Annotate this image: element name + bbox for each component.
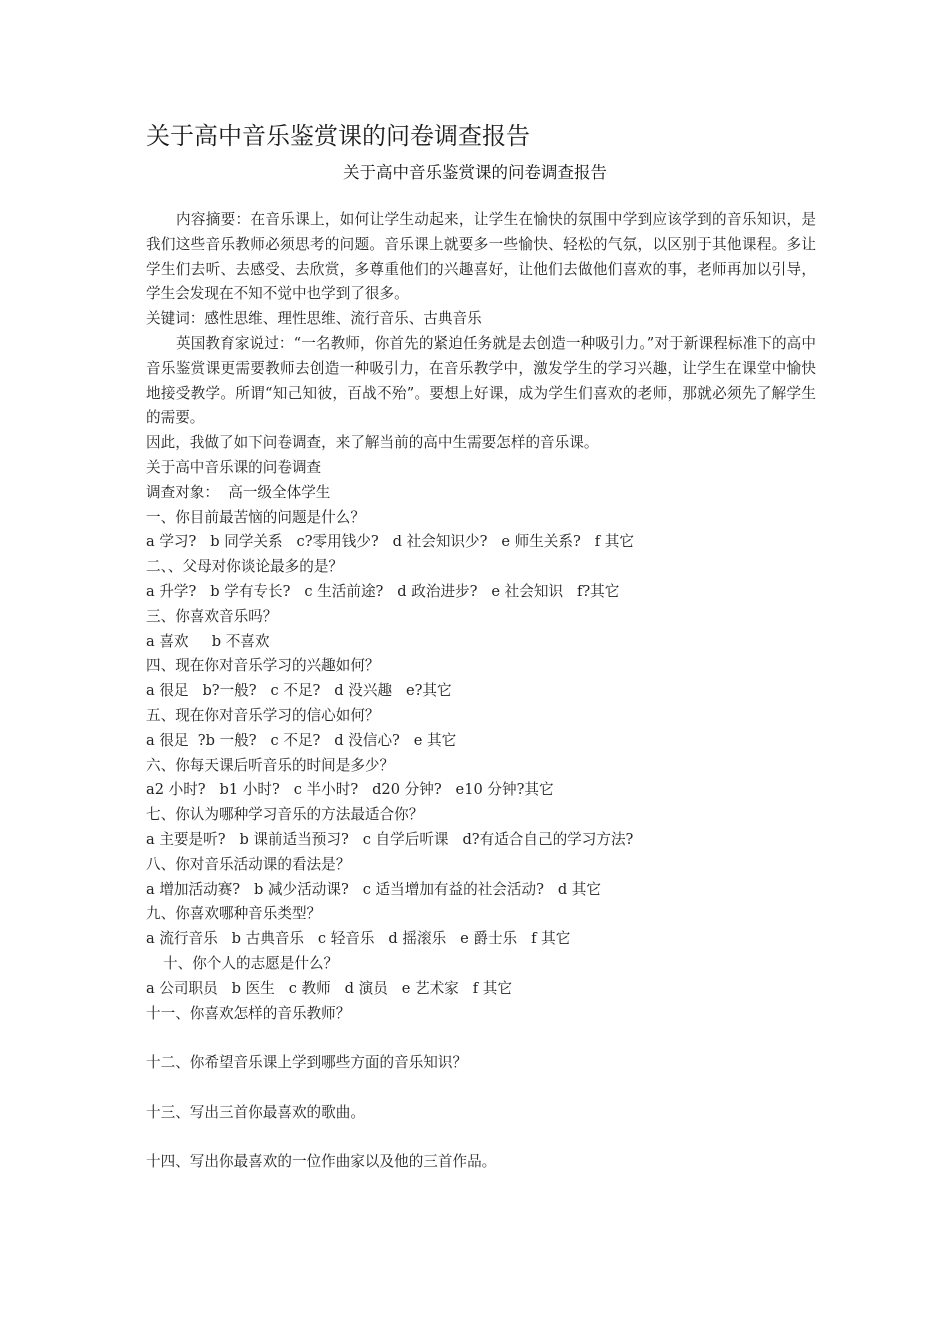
question-9: 九、你喜欢哪种音乐类型？ <box>146 905 322 923</box>
open-question-14: 十四、写出你最喜欢的一位作曲家以及他的三首作品。 <box>146 1153 497 1171</box>
keywords-line: 关键词：感性思维、理性思维、流行音乐、古典音乐 <box>146 310 482 328</box>
answer-options-10: a 公司职员 b 医生 c 教师 d 演员 e 艺术家 f 其它 <box>146 979 512 997</box>
abstract-paragraph: 内容摘要：在音乐课上，如何让学生动起来，让学生在愉快的氛围中学到应该学到的音乐知识，是我们这些音乐教师必须思考的问题。音乐课上就要多一些愉快、轻松的气氛，以区别于其他课程。多让学生们去听、去感受、去欣赏，多尊重他们的兴趣喜好，让他们去做他们喜欢的事，老师再加以引导，学生会发现在不知不觉中也学到了很多。 <box>146 211 816 303</box>
survey-title: 关于高中音乐课的问卷调查 <box>146 458 322 476</box>
question-4: 四、现在你对音乐学习的兴趣如何？ <box>146 657 380 675</box>
answer-options-2: a 升学? b 学有专长? c 生活前途? d 政治进步? e 社会知识 f?其它 <box>146 582 620 600</box>
question-5: 五、现在你对音乐学习的信心如何？ <box>146 706 380 724</box>
answer-space <box>146 1125 816 1150</box>
document-title: 关于高中音乐鉴赏课的问卷调查报告 <box>146 122 530 150</box>
answer-space <box>146 1026 816 1051</box>
transition-line: 因此，我做了如下问卷调查，来了解当前的高中生需要怎样的音乐课。 <box>146 434 599 452</box>
intro-paragraph: 英国教育家说过：“一名教师，你首先的紧迫任务就是去创造一种吸引力。”对于新课程标准下的高中音乐鉴赏课更需要教师去创造一种吸引力，在音乐教学中，激发学生的学习兴趣，让学生在课堂中愉快地接受教学。所谓“知己知彼，百战不殆”。要想上好课，成为学生们喜欢的老师，那就必须先了解学生的需要。 <box>146 334 816 427</box>
document-subtitle: 关于高中音乐鉴赏课的问卷调查报告 <box>343 163 607 182</box>
question-6: 六、你每天课后听音乐的时间是多少？ <box>146 756 395 774</box>
question-3: 三、你喜欢音乐吗？ <box>146 607 278 625</box>
answer-options-6: a2 小时? b1 小时? c 半小时? d20 分钟? e10 分钟?其它 <box>146 781 554 799</box>
open-question-13: 十三、写出三首你最喜欢的歌曲。 <box>146 1103 365 1121</box>
survey-target: 调查对象： 高一级全体学生 <box>146 483 331 501</box>
document-body <box>146 208 816 1175</box>
question-7: 七、你认为哪种学习音乐的方法最适合你？ <box>146 806 424 824</box>
answer-options-9: a 流行音乐 b 古典音乐 c 轻音乐 d 摇滚乐 e 爵士乐 f 其它 <box>146 930 571 948</box>
answer-options-7: a 主要是听? b 课前适当预习? c 自学后听课 d?有适合自己的学习方法? <box>146 830 634 848</box>
open-question-11: 十一、你喜欢怎样的音乐教师？ <box>146 1004 351 1022</box>
question-10: 十、你个人的志愿是什么？ <box>163 954 339 972</box>
answer-space <box>146 1076 816 1101</box>
question-8: 八、你对音乐活动课的看法是？ <box>146 855 351 873</box>
answer-options-1: a 学习? b 同学关系 c?零用钱少? d 社会知识少? e 师生关系? f 其它 <box>146 533 634 551</box>
answer-options-4: a 很足 b?一般? c 不足? d 没兴趣 e?其它 <box>146 682 452 700</box>
answer-options-3: a 喜欢 b 不喜欢 <box>146 632 270 650</box>
question-2: 二、、父母对你谈论最多的是？ <box>146 558 344 576</box>
answer-options-5: a 很足 ?b 一般? c 不足? d 没信心? e 其它 <box>146 731 457 749</box>
question-1: 一、你目前最苦恼的问题是什么？ <box>146 508 365 526</box>
answer-options-8: a 增加活动赛? b 减少活动课? c 适当增加有益的社会活动? d 其它 <box>146 880 601 898</box>
open-question-12: 十二、你希望音乐课上学到哪些方面的音乐知识？ <box>146 1054 468 1072</box>
